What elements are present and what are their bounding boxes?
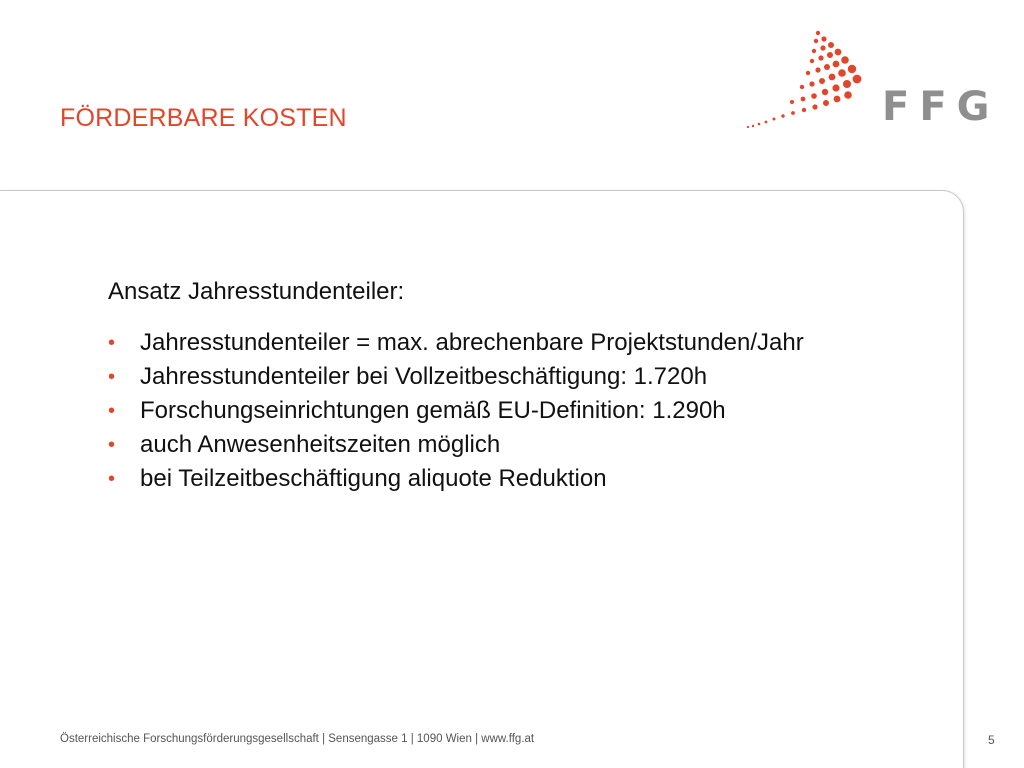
bullet-icon: •	[108, 400, 116, 422]
list-item	[108, 360, 868, 394]
bullet-list	[108, 326, 868, 496]
list-item-text: Jahresstundenteiler bei Vollzeitbeschäftigung: 1.720h	[140, 363, 708, 390]
list-item	[108, 428, 868, 462]
list-item-text: Jahresstundenteiler = max. abrechenbare Projektstunden/Jahr	[140, 329, 804, 356]
list-item	[108, 462, 868, 496]
footer-text: Österreichische Forschungsförderungsgesellschaft | Sensengasse 1 | 1090 Wien | www.ffg.at	[60, 733, 535, 745]
list-item	[108, 394, 868, 428]
list-item	[108, 326, 868, 360]
list-item-text: Forschungseinrichtungen gemäß EU-Definition: 1.290h	[140, 397, 726, 424]
slide-title: FÖRDERBARE KOSTEN	[60, 104, 347, 132]
bullet-icon: •	[108, 332, 116, 354]
bullet-icon: •	[108, 434, 116, 456]
slide-body	[108, 274, 868, 496]
list-item-text: bei Teilzeitbeschäftigung aliquote Reduktion	[140, 465, 607, 492]
page-number: 5	[988, 733, 995, 747]
bullet-icon: •	[108, 366, 116, 388]
intro-heading: Ansatz Jahresstundenteiler:	[108, 278, 405, 305]
list-item-text: auch Anwesenheitszeiten möglich	[140, 431, 501, 458]
logo-text: FFG	[882, 84, 1000, 130]
ffg-wing-icon	[744, 28, 884, 138]
ffg-logo	[744, 28, 1000, 138]
bullet-icon: •	[108, 468, 116, 490]
